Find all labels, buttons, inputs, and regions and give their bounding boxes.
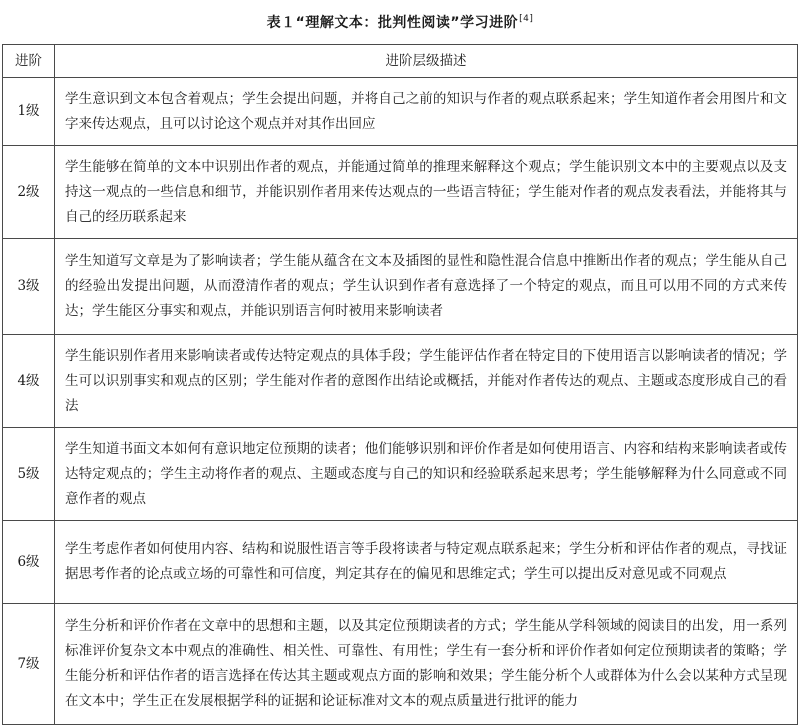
description-cell: 学生能够在简单的文本中识别出作者的观点，并能通过简单的推理来解释这个观点；学生能识别文本中的主要观点以及支持这一观点的一些信息和细节，并能识别作者用来传达观点的一些语言特征；学生能对作者的观点发表看法，并能将其与自己的经历联系起来 — [55, 146, 798, 239]
table-row — [3, 428, 798, 521]
header-description: 进阶层级描述 — [55, 45, 798, 78]
table-row — [3, 335, 798, 428]
header-level: 进阶 — [3, 45, 55, 78]
table-row — [3, 78, 798, 146]
level-cell: 5级 — [3, 428, 55, 521]
level-cell: 1级 — [3, 78, 55, 146]
description-cell: 学生能识别作者用来影响读者或传达特定观点的具体手段；学生能评估作者在特定目的下使用语言以影响读者的情况；学生可以识别事实和观点的区别；学生能对作者的意图作出结论或概括，并能对作者传达的观点、主题或态度形成自己的看法 — [55, 335, 798, 428]
table-row — [3, 521, 798, 604]
description-cell: 学生考虑作者如何使用内容、结构和说服性语言等手段将读者与特定观点联系起来；学生分析和评估作者的观点，寻找证据思考作者的论点或立场的可靠性和可信度，判定其存在的偏见和思维定式；学生可以提出反对意见或不同观点 — [55, 521, 798, 604]
table-header-row — [3, 45, 798, 78]
description-cell: 学生知道书面文本如何有意识地定位预期的读者；他们能够识别和评价作者是如何使用语言、内容和结构来影响读者或传达特定观点的；学生主动将作者的观点、主题或态度与自己的知识和经验联系起来思考；学生能够解释为什么同意或不同意作者的观点 — [55, 428, 798, 521]
learning-progression-table — [2, 44, 798, 725]
table-row — [3, 604, 798, 725]
caption-reference: [4] — [519, 14, 534, 25]
table-row — [3, 239, 798, 335]
level-cell: 3级 — [3, 239, 55, 335]
description-cell: 学生分析和评价作者在文章中的思想和主题，以及其定位预期读者的方式；学生能从学科领域的阅读目的出发，用一系列标准评价复杂文本中观点的准确性、相关性、可靠性、有用性；学生有一套分析和评价作者如何定位预期读者的策略；学生能分析和评估作者的语言选择在传达其主题或观点方面的影响和效果；学生能分析个人或群体为什么会以某种方式呈现在文本中；学生正在发展根据学科的证据和论证标准对文本的观点质量进行批评的能力 — [55, 604, 798, 725]
table-row — [3, 146, 798, 239]
table-caption — [0, 12, 800, 32]
level-cell: 2级 — [3, 146, 55, 239]
level-cell: 7级 — [3, 604, 55, 725]
description-cell: 学生知道写文章是为了影响读者；学生能从蕴含在文本及插图的显性和隐性混合信息中推断出作者的观点；学生能从自己的经验出发提出问题，从而澄清作者的观点；学生认识到作者有意选择了一个特定的观点，而且可以用不同的方式来传达；学生能区分事实和观点，并能识别语言何时被用来影响读者 — [55, 239, 798, 335]
level-cell: 4级 — [3, 335, 55, 428]
description-cell: 学生意识到文本包含着观点；学生会提出问题，并将自己之前的知识与作者的观点联系起来；学生知道作者会用图片和文字来传达观点，且可以讨论这个观点并对其作出回应 — [55, 78, 798, 146]
caption-title: 表１“理解文本：批判性阅读”学习进阶 — [266, 15, 519, 31]
level-cell: 6级 — [3, 521, 55, 604]
